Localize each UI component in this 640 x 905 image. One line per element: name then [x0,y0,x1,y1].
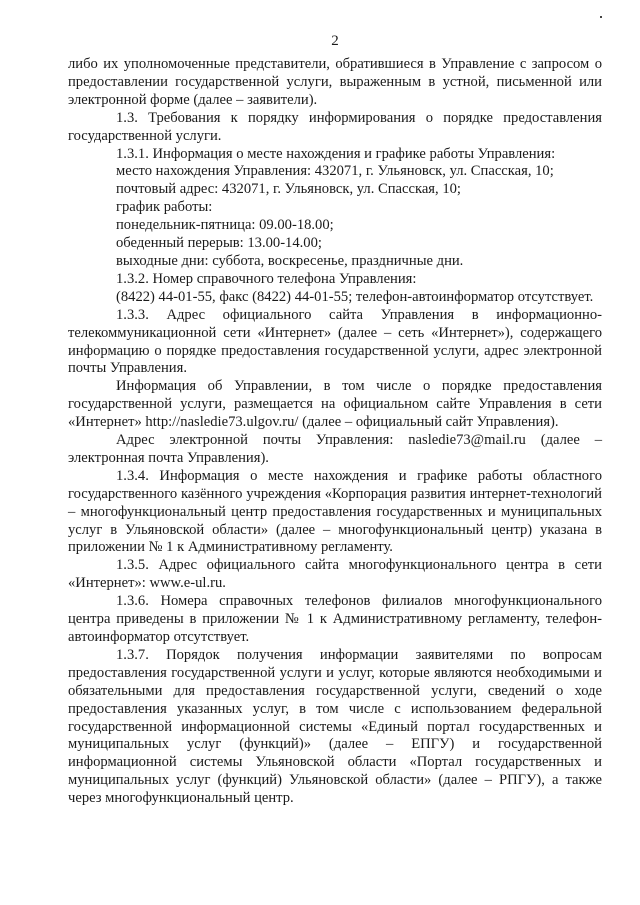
paragraph-postal-address: почтовый адрес: 432071, г. Ульяновск, ул. Спасская, 10; [116,181,461,198]
paragraph-applicants: либо их уполномоченные представители, обратившиеся в Управление с запросом о предоставлении государственной услуги, выраженным в устной, письменной или электронной форме (далее – заявители). [68,56,602,108]
paragraph-1-3-2: 1.3.2. Номер справочного телефона Управления: [116,270,417,287]
document-page [68,32,602,808]
paragraph-1-3-1: 1.3.1. Информация о месте нахождения и графике работы Управления: [116,145,556,162]
paragraph-1-3-3: 1.3.3. Адрес официального сайта Управления в информационно-телекоммуникационной сети «Интернет» (далее – сеть «Интернет»), содержащего информацию о порядке предоставления государственной услуги, адрес электронной почты Управления. [68,306,602,377]
paragraph-weekdays: понедельник-пятница: 09.00-18.00; [116,217,334,234]
paragraph-1-3-5: 1.3.5. Адрес официального сайта многофункционального центра в сети «Интернет»: www.e-ul.ru. [68,557,602,592]
paragraph-official-site: Информация об Управлении, в том числе о порядке предоставления государственной услуги, размещается на официальном сайте Управления в сети «Интернет» http://nasledie73.ulgov.ru/ (далее – официальный сайт Управления). [68,378,602,431]
paragraph-days-off: выходные дни: суббота, воскресенье, праздничные дни. [116,252,464,269]
paragraph-schedule-heading: график работы: [116,199,213,216]
paragraph-1-3-4: 1.3.4. Информация о месте нахождения и графике работы областного государственного казённого учреждения «Корпорация развития интернет-технологий – многофункциональный центр предоставления государственных и муниципальных услуг в Ульяновской области» (далее – многофункциональный центр) указана в приложении № 1 к Административному регламенту. [68,467,602,556]
paragraph-email: Адрес электронной почты Управления: nasledie73@mail.ru (далее – электронная почта Управления). [68,432,602,466]
paragraph-1-3-6: 1.3.6. Номера справочных телефонов филиалов многофункционального центра приведены в приложении № 1 к Административному регламенту, телефон-автоинформатор отсутствует. [68,593,602,645]
paragraph-1-3: 1.3. Требования к порядку информирования о порядке предоставления государственной услуги. [68,109,602,144]
paragraph-1-3-7: 1.3.7. Порядок получения информации заявителями по вопросам предоставления государственной услуги и услуг, которые являются необходимыми и обязательными для предоставления государственной услуги, сведений о ходе предоставления указанных услуг, в том числе с использованием федеральной государственной информационной системы «Единый портал государственных и муниципальных услуг (функций)» (далее – ЕПГУ) и государственной информационной системы Ульяновской области «Портал государственных и муниципальных услуг (функций) Ульяновской области» (далее – РПГУ), а также через многофункциональный центр. [68,646,602,807]
paragraph-lunch-break: обеденный перерыв: 13.00-14.00; [116,235,322,252]
page-number: 2 [331,33,339,49]
scan-speck [600,16,602,18]
paragraph-location: место нахождения Управления: 432071, г. Ульяновск, ул. Спасская, 10; [116,163,554,180]
paragraph-phone-fax: (8422) 44-01-55, факс (8422) 44-01-55; телефон-автоинформатор отсутствует. [116,288,594,305]
